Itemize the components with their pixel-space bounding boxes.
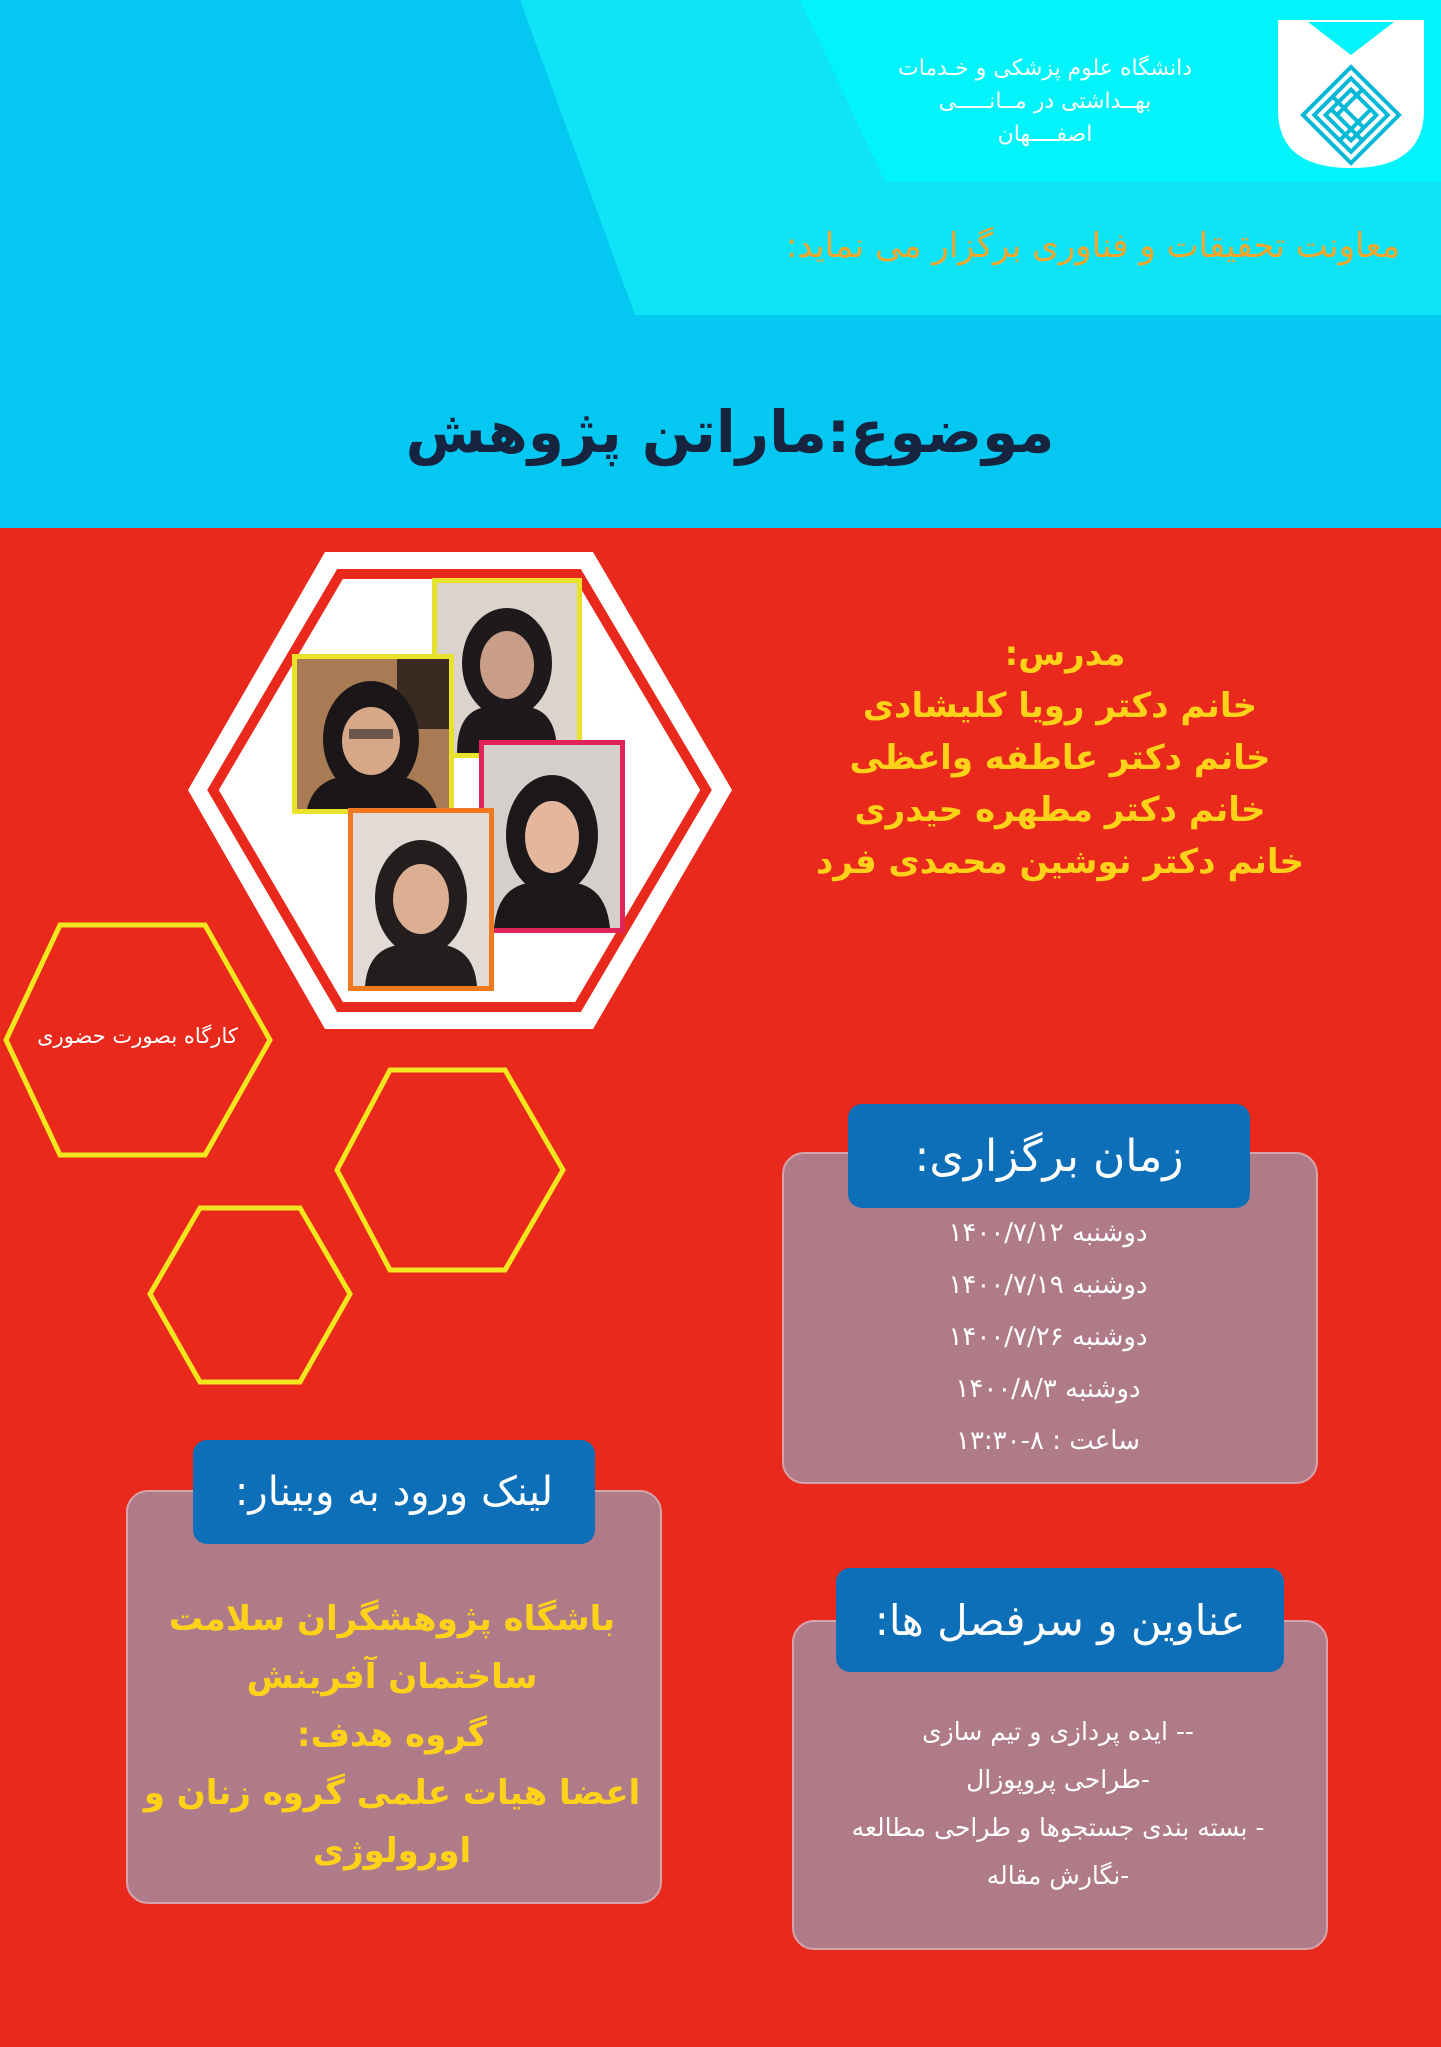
webinar-line-4: اعضا هیات علمی گروه زنان و <box>143 1773 641 1813</box>
schedule-title-text: زمان برگزاری: <box>914 1130 1184 1182</box>
schedule-line-3: دوشنبه ۱۴۰۰/۷/۲۶ <box>948 1322 1148 1352</box>
webinar-line-3: گروه هدف: <box>296 1715 488 1755</box>
university-line-2: بهــداشتی در مــانـــــی <box>938 89 1152 114</box>
webinar-line-1: باشگاه پژوهشگران سلامت <box>168 1599 616 1639</box>
topics-line-1: -- ایده پردازی و تیم سازی <box>922 1717 1194 1746</box>
schedule-line-1: دوشنبه ۱۴۰۰/۷/۱۲ <box>948 1218 1148 1248</box>
schedule-line-2: دوشنبه ۱۴۰۰/۷/۱۹ <box>948 1270 1148 1300</box>
schedule-lines <box>782 1218 1314 1478</box>
schedule-line-5: ساعت : ۸-۱۳:۳۰ <box>955 1426 1141 1456</box>
webinar-title <box>193 1440 595 1544</box>
webinar-line-5: اورولوژی <box>312 1831 472 1871</box>
topics-title <box>836 1568 1284 1672</box>
webinar-line-2: ساختمان آفرینش <box>246 1657 538 1697</box>
university-logo <box>1278 20 1424 168</box>
university-name <box>880 52 1210 151</box>
webinar-lines <box>126 1590 658 1880</box>
workshop-note: کارگاه بصورت حضوری <box>37 1024 238 1048</box>
topics-title-text: عناوین و سرفصل ها: <box>874 1595 1246 1645</box>
instructors-block <box>780 628 1340 888</box>
instructors-label: مدرس: <box>1004 634 1126 674</box>
topics-line-2: -طراحی پروپوزال <box>966 1765 1150 1794</box>
topics-line-4: -نگارش مقاله <box>986 1861 1130 1890</box>
instructor-name-4: خانم دکتر نوشین محمدی فرد <box>815 842 1305 882</box>
topics-lines <box>792 1708 1324 1900</box>
university-line-3: اصفــــهان <box>997 122 1093 147</box>
topics-line-3: - بسته بندی جستجوها و طراحی مطالعه <box>851 1813 1265 1842</box>
instructor-photo-2 <box>292 654 454 814</box>
instructor-name-1: خانم دکتر رویا کلیشادی <box>862 686 1258 726</box>
webinar-title-text: لینک ورود به وبینار: <box>234 1469 554 1515</box>
instructor-name-3: خانم دکتر مطهره حیدری <box>854 790 1266 830</box>
schedule-line-4: دوشنبه ۱۴۰۰/۸/۳ <box>955 1374 1141 1404</box>
instructor-name-2: خانم دکتر عاطفه واعظی <box>849 738 1271 778</box>
university-line-1: دانشگاه علوم پزشکی و خـدمات <box>897 56 1192 81</box>
instructor-photo-1 <box>432 578 582 758</box>
schedule-title <box>848 1104 1250 1208</box>
yellow-hexagons <box>0 900 580 1400</box>
organizer-text: معاونت تحقیقات و فناوری برگزار می نماید: <box>785 226 1400 266</box>
topic-title: موضوع:ماراتن پژوهش <box>405 398 1055 466</box>
